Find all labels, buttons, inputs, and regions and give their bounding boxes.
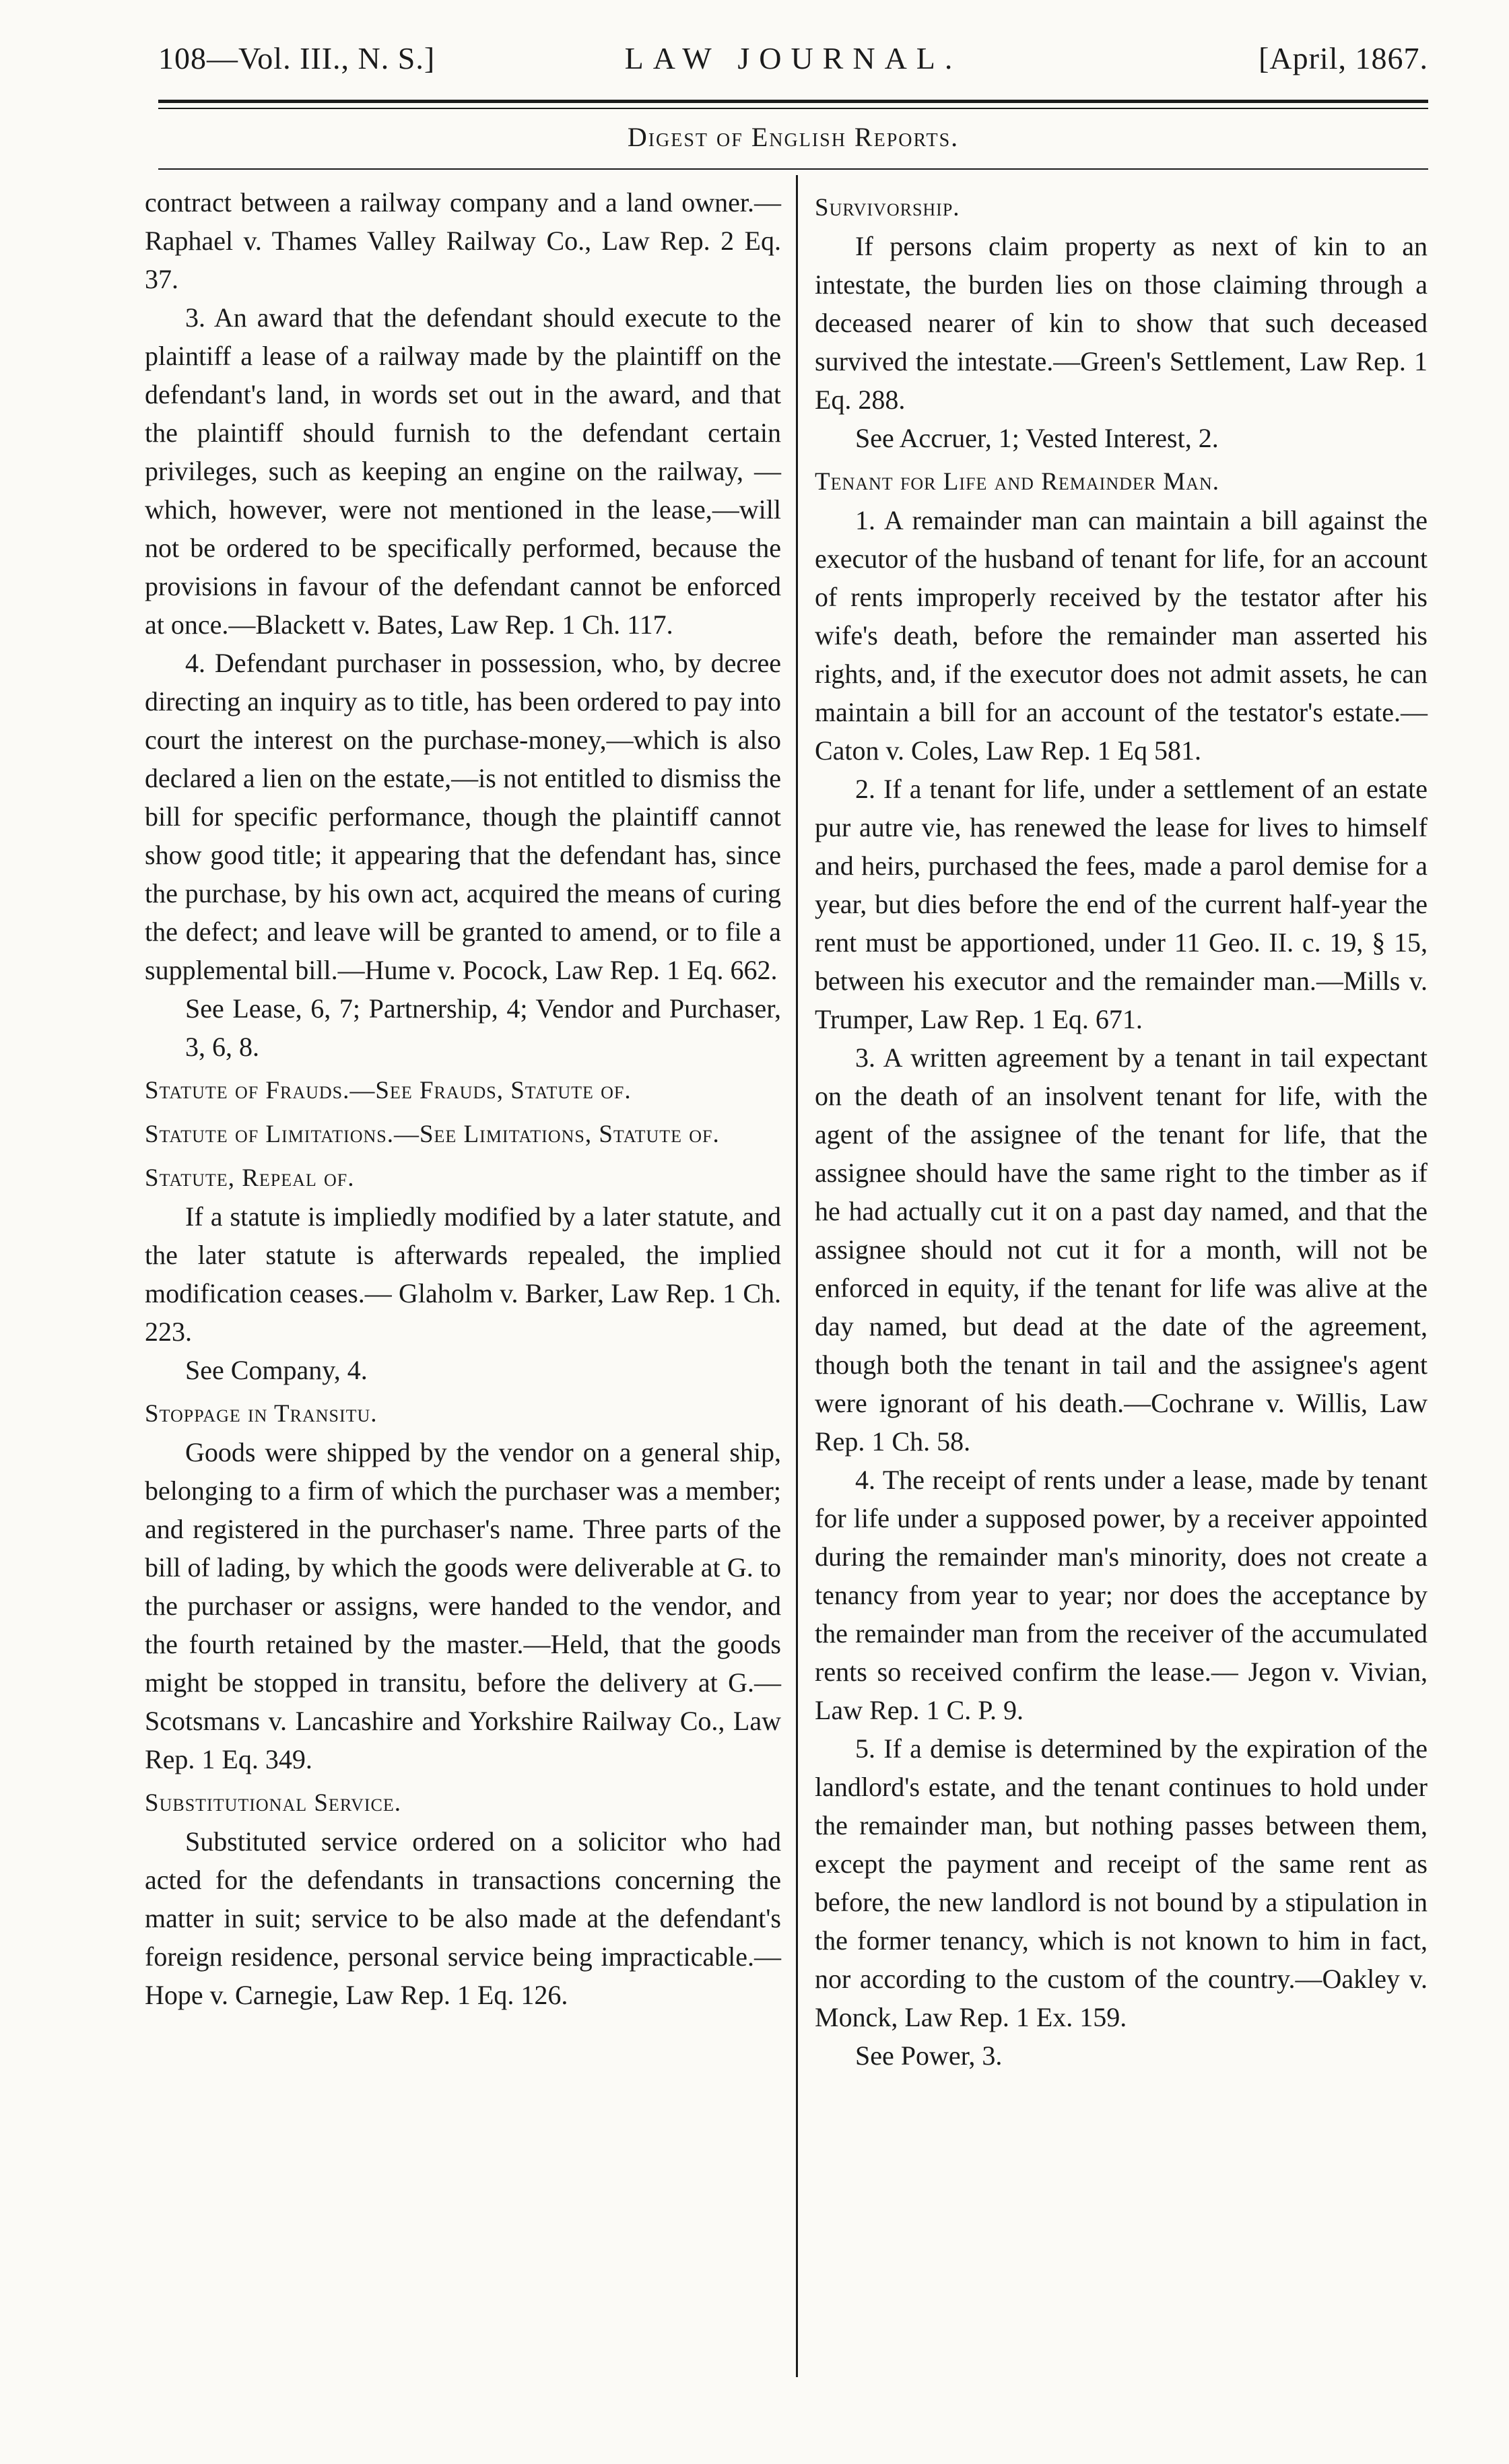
left-column xyxy=(145,183,781,2014)
paragraph-cochrane: 3. A written agreement by a tenant in tail expectant on the death of an insolvent tenant for life, with the agent of the assignee of the tenant for life, that the assignee should have the same right to the timber as if he had actually cut it on a past day named, and that the assignee should not cut it for a month, will not be enforced in equity, if the tenant for life was alive at the day named, but dead at the date of the agreement, though both the tenant in tail and the assignee's agent were ignorant of his death.—Cochrane v. Willis, Law Rep. 1 Ch. 58. xyxy=(815,1042,1428,1457)
paragraph-raphael: contract between a railway company and a land owner.—Raphael v. Thames Valley Railway Co., Law Rep. 2 Eq. 37. xyxy=(145,187,781,294)
page-volume-label: 108—Vol. III., N. S.] xyxy=(158,41,436,75)
header-rule-thick xyxy=(158,100,1428,103)
cross-reference-power: See Power, 3. xyxy=(855,2040,1003,2071)
paragraph-oakley: 5. If a demise is determined by the expiration of the landlord's estate, and the tenant continues to hold under the remainder man, but nothing passes between them, except the payment and receipt of the same rent as before, the new landlord is not bound by a stipulation in the former tenancy, which is not known to him in fact, nor according to the custom of the country.—Oakley v. Monck, Law Rep. 1 Ex. 159. xyxy=(815,1733,1428,2032)
section-title: Digest of English Reports. xyxy=(627,122,960,152)
journal-title: LAW JOURNAL. xyxy=(624,41,962,75)
section-rule xyxy=(158,168,1428,170)
paragraph-jegon: 4. The receipt of rents under a lease, made by tenant for life under a supposed power, by a receiver appointed during the remainder man's minority, does not create a tenancy from year to year; nor does the acceptance by the remainder man from the receiver of the accumulated rents so received confirm the lease.— Jegon v. Vivian, Law Rep. 1 C. P. 9. xyxy=(815,1465,1428,1725)
cross-reference-company: See Company, 4. xyxy=(185,1355,368,1385)
paragraph-green: If persons claim property as next of kin to an intestate, the burden lies on those claiming through a deceased nearer of kin to show that such deceased survived the intestate.—Green's Settlement, Law Rep. 1 Eq. 288. xyxy=(815,231,1428,415)
heading-statute-repeal: Statute, Repeal of. xyxy=(145,1164,355,1192)
paragraph-blackett: 3. An award that the defendant should execute to the plaintiff a lease of a railway made by the plaintiff on the defendant's land, in words set out in the award, and that the plaintiff should furnish to the defendant certain privileges, such as keeping an engine on the railway, —which, however, were not mentioned in the lease,—will not be ordered to be specifically performed, because the provisions in favour of the defendant cannot be enforced at once.—Blackett v. Bates, Law Rep. 1 Ch. 117. xyxy=(145,302,781,640)
heading-tenant-for-life: Tenant for Life and Remainder Man. xyxy=(815,468,1220,496)
column-divider xyxy=(796,175,798,2377)
heading-statute-frauds: Statute of Frauds.—See Frauds, Statute of. xyxy=(145,1077,632,1104)
heading-substituted-service: Substitutional Service. xyxy=(145,1789,401,1817)
cross-reference-lease: See Lease, 6, 7; Partnership, 4; Vendor and Purchaser, 3, 6, 8. xyxy=(185,993,781,1062)
issue-date: [April, 1867. xyxy=(1259,41,1428,75)
right-column xyxy=(815,183,1428,2075)
heading-statute-limitations: Statute of Limitations.—See Limitations, Statute of. xyxy=(145,1121,720,1148)
cross-reference-accruer: See Accruer, 1; Vested Interest, 2. xyxy=(855,423,1219,453)
header-rule-thin xyxy=(158,108,1428,109)
running-header xyxy=(158,40,1428,88)
paragraph-hope: Substituted service ordered on a solicitor who had acted for the defendants in transactions concerning the matter in suit; service to be also made at the defendant's foreign residence, personal service being impracticable.— Hope v. Carnegie, Law Rep. 1 Eq. 126. xyxy=(145,1826,781,2010)
heading-stoppage: Stoppage in Transitu. xyxy=(145,1400,378,1428)
paragraph-glaholm: If a statute is impliedly modified by a later statute, and the later statute is afterwards repealed, the implied modification ceases.— Glaholm v. Barker, Law Rep. 1 Ch. 223. xyxy=(145,1201,781,1347)
paragraph-caton: 1. A remainder man can maintain a bill against the executor of the husband of tenant for life, for an account of rents improperly received by the testator after his wife's death, before the remainder man asserted his rights, and, if the executor does not admit assets, he can maintain a bill for an account of the testator's estate.—Caton v. Coles, Law Rep. 1 Eq 581. xyxy=(815,505,1428,766)
heading-survivorship: Survivorship. xyxy=(815,194,960,222)
paragraph-hume: 4. Defendant purchaser in possession, who, by decree directing an inquiry as to title, has been ordered to pay into court the interest on the purchase-money,—which is also declared a lien on the estate,—is not entitled to dismiss the bill for specific performance, though the plaintiff cannot show good title; it appearing that the defendant has, since the purchase, by his own act, acquired the means of curing the defect; and leave will be granted to amend, or to file a supplemental bill.—Hume v. Pocock, Law Rep. 1 Eq. 662. xyxy=(145,648,781,985)
paragraph-scotsmans: Goods were shipped by the vendor on a general ship, belonging to a firm of which the purchaser was a member; and registered in the purchaser's name. Three parts of the bill of lading, by which the goods were deliverable at G. to the purchaser or assigns, were handed to the vendor, and the fourth retained by the master.—Held, that the goods might be stopped in transitu, before the delivery at G.—Scotsmans v. Lancashire and Yorkshire Railway Co., Law Rep. 1 Eq. 349. xyxy=(145,1437,781,1774)
paragraph-mills: 2. If a tenant for life, under a settlement of an estate pur autre vie, has renewed the lease for lives to himself and heirs, purchased the fees, made a parol demise for a year, but dies before the end of the current half-year the rent must be apportioned, under 11 Geo. II. c. 19, § 15, between his executor and the remainder man.—Mills v. Trumper, Law Rep. 1 Eq. 671. xyxy=(815,774,1428,1034)
